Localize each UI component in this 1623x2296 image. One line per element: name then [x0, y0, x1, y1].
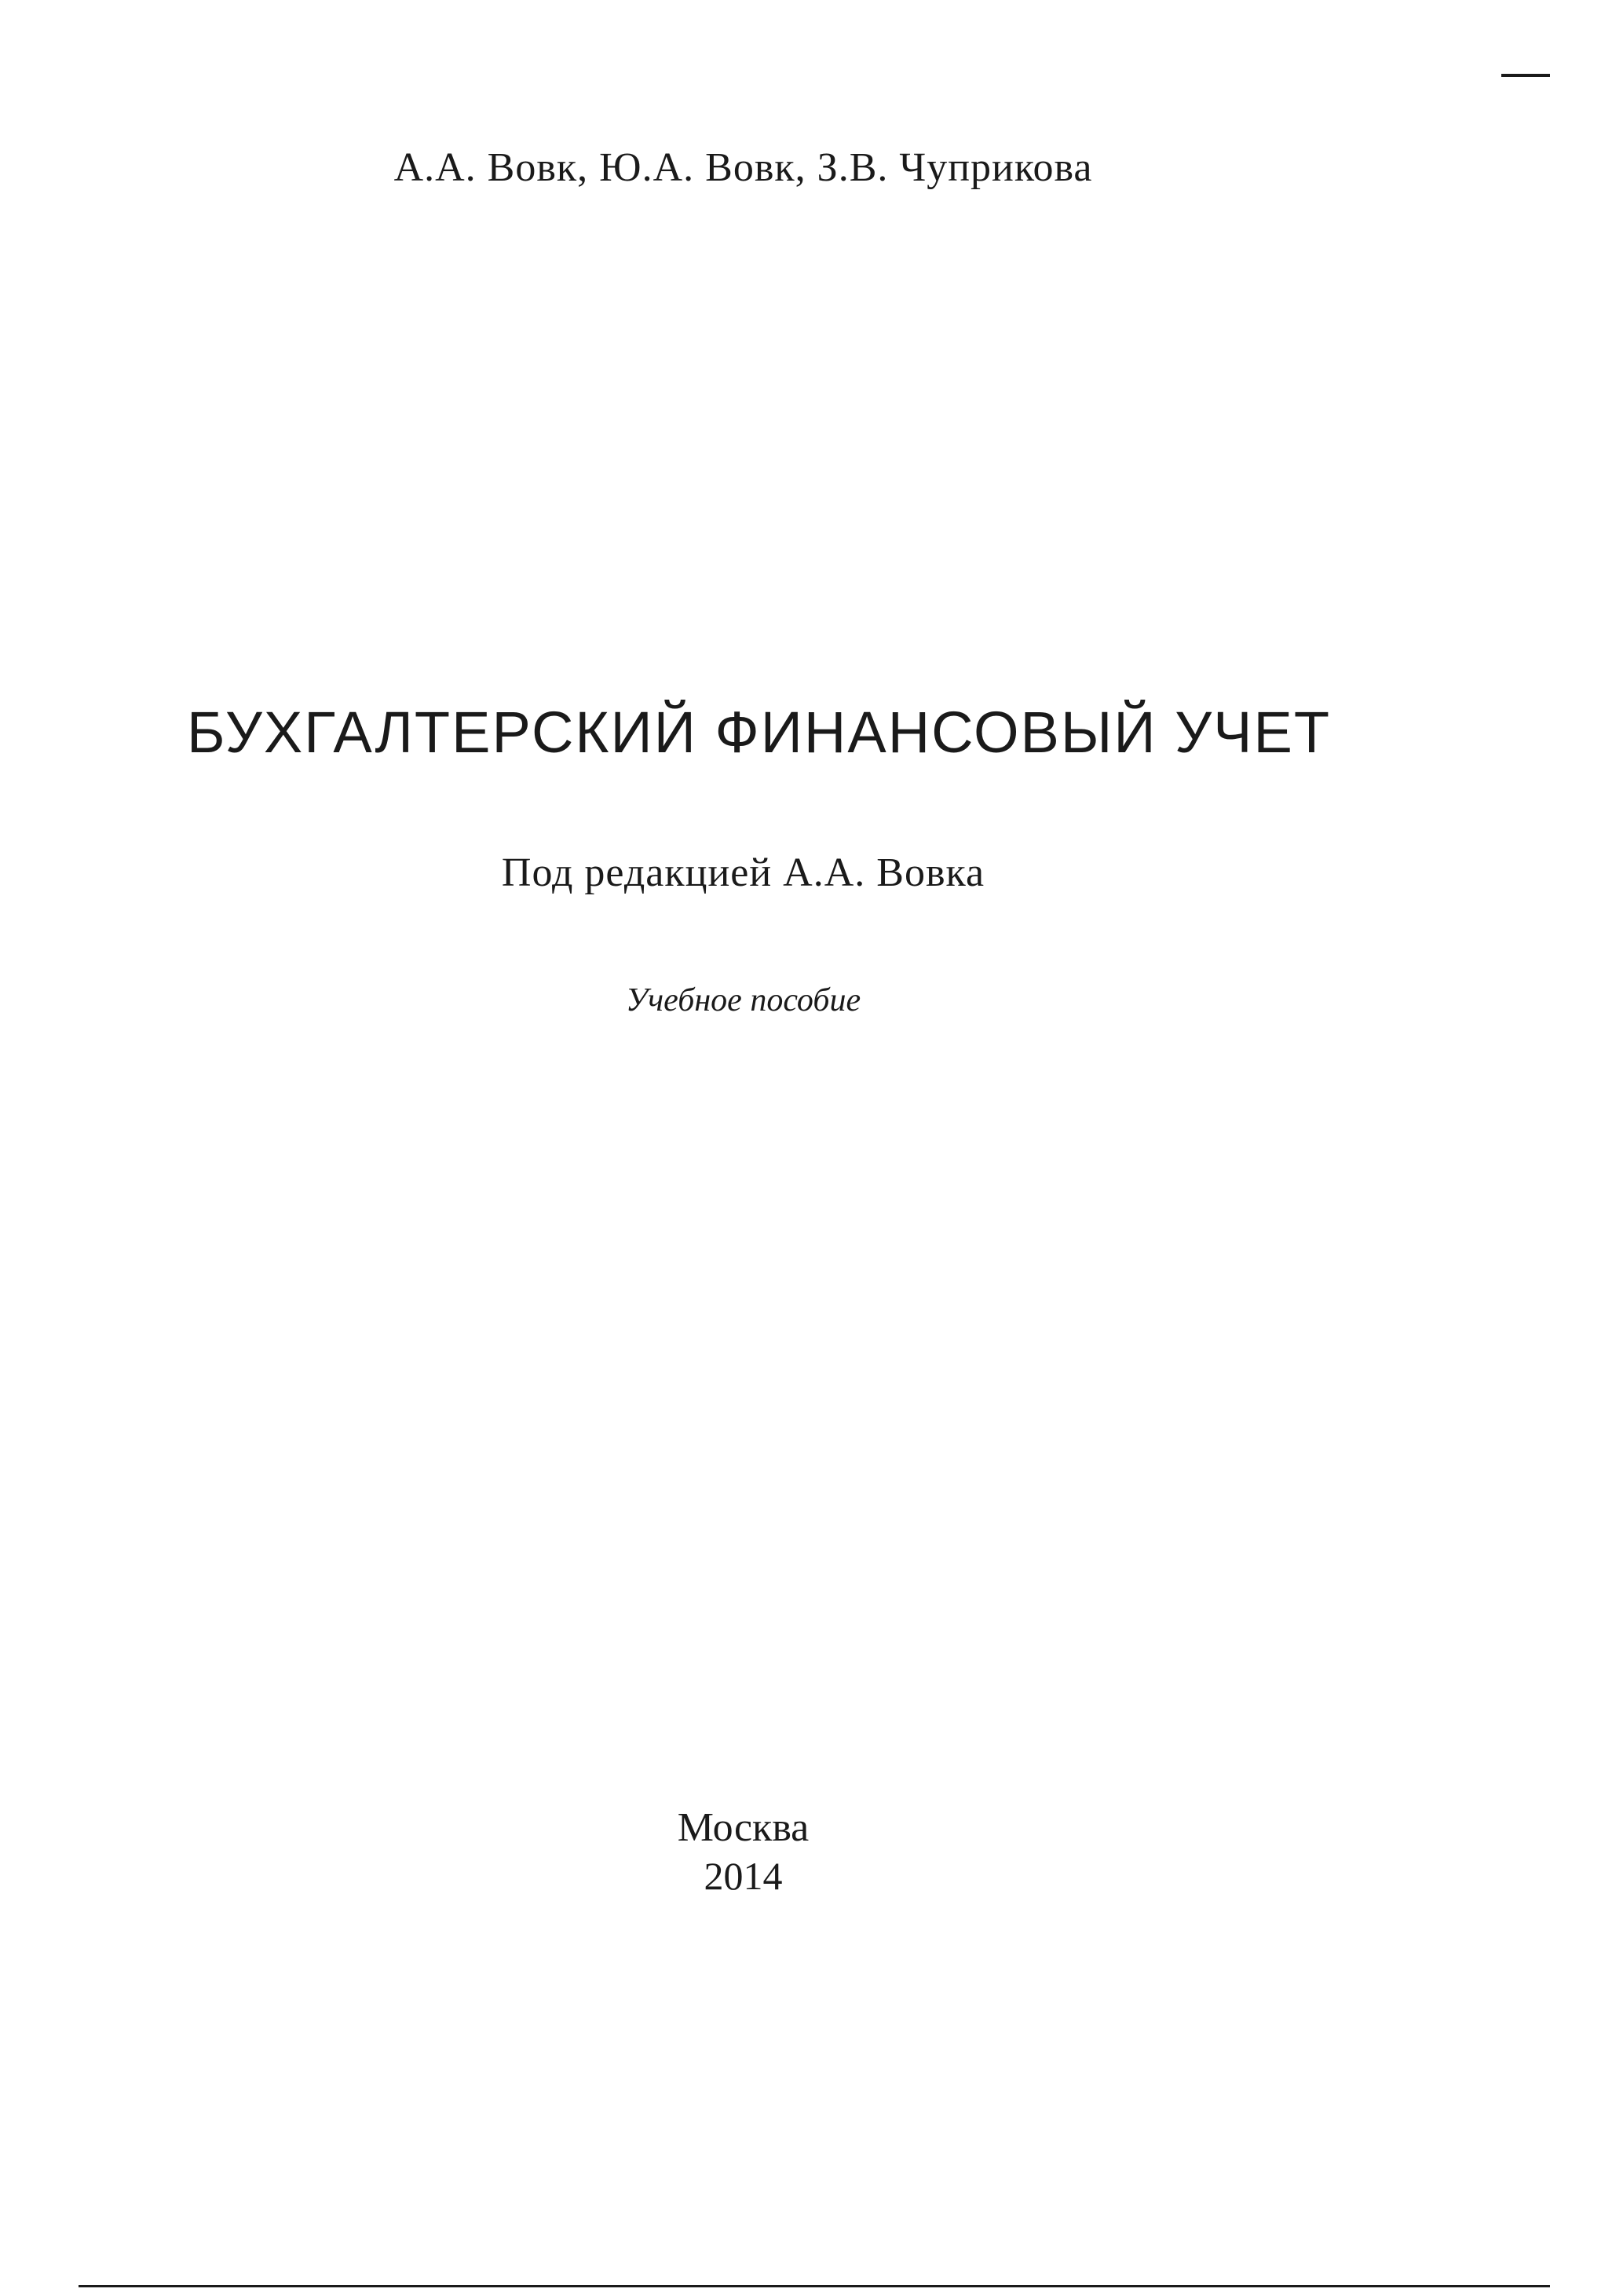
- authors-line: А.А. Вовк, Ю.А. Вовк, З.В. Чуприкова: [393, 145, 1093, 190]
- publication-year: 2014: [704, 1854, 783, 1898]
- book-title: БУХГАЛТЕРСКИЙ ФИНАНСОВЫЙ УЧЕТ: [187, 700, 1332, 765]
- corner-dash-mark: [1501, 74, 1550, 77]
- editor-line: Под редакцией А.А. Вовка: [501, 850, 985, 895]
- document-type: Учебное пособие: [625, 982, 861, 1018]
- publication-city: Москва: [677, 1805, 810, 1850]
- bottom-rule: [79, 2285, 1550, 2287]
